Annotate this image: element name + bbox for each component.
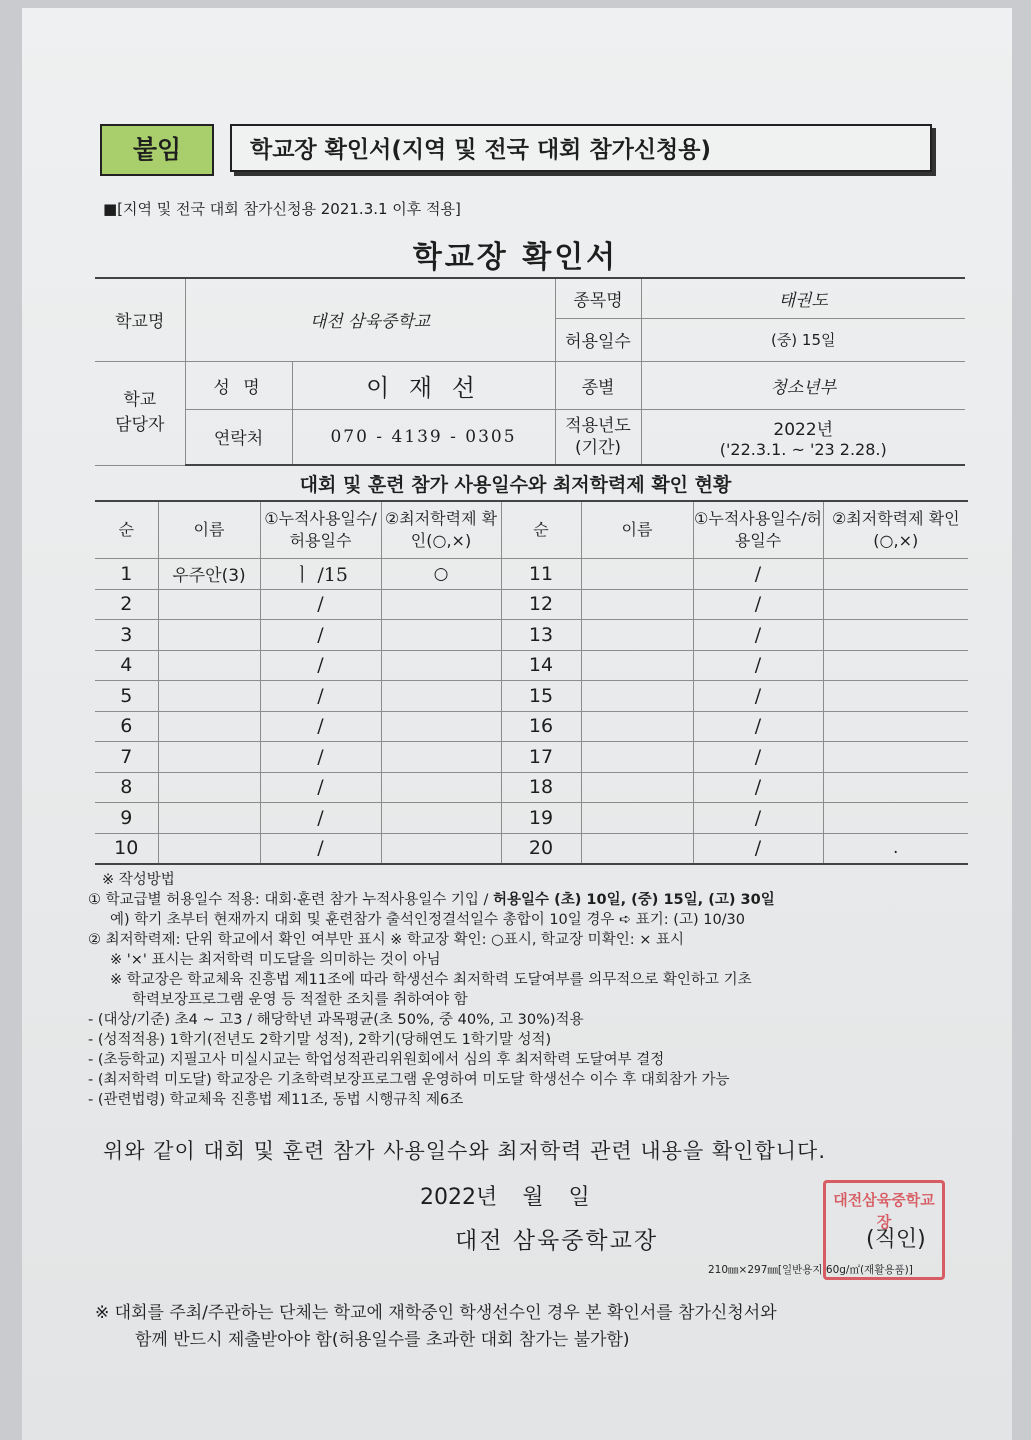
cell-check2 bbox=[823, 559, 968, 590]
instruction-line: - (관련법령) 학교체육 진흥법 제11조, 동법 시행규칙 제6조 bbox=[88, 1092, 464, 1108]
paper-spec: 210㎜×297㎜[일반용지 60g/㎡(재활용품)] bbox=[708, 1264, 913, 1276]
cell-no2: 17 bbox=[501, 742, 581, 773]
cell-check bbox=[381, 620, 501, 651]
allowed-days-label: 허용일수 bbox=[555, 318, 641, 361]
cell-days2: / bbox=[693, 620, 823, 651]
cell-days2: / bbox=[693, 589, 823, 620]
cell-check bbox=[381, 772, 501, 803]
cell-no2: 15 bbox=[501, 681, 581, 712]
allowed-days-emphasis: 허용일수 (초) 10일, (중) 15일, (고) 30일 bbox=[493, 892, 775, 908]
cell-no: 10 bbox=[95, 833, 158, 864]
cell-name bbox=[158, 742, 260, 773]
cell-check bbox=[381, 742, 501, 773]
cell-name bbox=[158, 620, 260, 651]
cell-check2 bbox=[823, 772, 968, 803]
cell-name2 bbox=[581, 742, 693, 773]
cell-name bbox=[158, 711, 260, 742]
cell-check2 bbox=[823, 742, 968, 773]
cell-check2 bbox=[823, 650, 968, 681]
school-name-value: 대전 삼육중학교 bbox=[185, 278, 555, 361]
cell-name bbox=[158, 772, 260, 803]
year-cell bbox=[641, 409, 965, 465]
cell-no2: 18 bbox=[501, 772, 581, 803]
apply-note: ■[지역 및 전국 대회 참가신청용 2021.3.1 이후 적용] bbox=[103, 200, 461, 218]
col-no: 순 bbox=[95, 501, 158, 559]
cell-no: 1 bbox=[95, 559, 158, 590]
cell-name bbox=[158, 681, 260, 712]
instruction-line: ② 최저학력제: 단위 학교에서 확인 여부만 표시 ※ 학교장 확인: ○표시, 학교장 미확인: × 표시 bbox=[88, 932, 684, 948]
table-row bbox=[95, 803, 968, 834]
col-check: ②최저학력제 확인(○,×) bbox=[381, 501, 501, 559]
table-row bbox=[95, 681, 968, 712]
cell-name2 bbox=[581, 589, 693, 620]
col-name-2: 이름 bbox=[581, 501, 693, 559]
cell-no: 6 bbox=[95, 711, 158, 742]
cell-name2 bbox=[581, 559, 693, 590]
cell-days: ㅣ /15 bbox=[260, 559, 381, 590]
cell-no: 9 bbox=[95, 803, 158, 834]
cell-days: / bbox=[260, 711, 381, 742]
cell-no2: 11 bbox=[501, 559, 581, 590]
period-value: ('22.3.1. ~ '23 2.28.) bbox=[719, 439, 887, 459]
table-row bbox=[95, 833, 968, 864]
cell-check bbox=[381, 711, 501, 742]
cell-days2: / bbox=[693, 681, 823, 712]
cell-name2 bbox=[581, 711, 693, 742]
instructions bbox=[88, 870, 978, 1110]
instructions-heading: ※ 작성방법 bbox=[102, 872, 175, 888]
instruction-line: - (성적적용) 1학기(전년도 2학기말 성적), 2학기(당해연도 1학기말 성적) bbox=[88, 1032, 552, 1048]
cell-days2: / bbox=[693, 803, 823, 834]
footer-note bbox=[95, 1300, 975, 1354]
instruction-line: 학력보장프로그램 운영 등 적절한 조치를 취하여야 함 bbox=[132, 992, 468, 1008]
sport-value: 태권도 bbox=[641, 278, 965, 318]
col-days-2: ①누적사용일수/허용일수 bbox=[693, 501, 823, 559]
cell-check2 bbox=[823, 711, 968, 742]
table-row bbox=[95, 559, 968, 590]
cell-name bbox=[158, 833, 260, 864]
cell-days2: / bbox=[693, 559, 823, 590]
contact-value: 070 - 4139 - 0305 bbox=[292, 409, 555, 465]
principal-name: 대전 삼육중학교장 bbox=[455, 1228, 659, 1254]
records-table bbox=[95, 500, 968, 865]
instruction-line: - (초등학교) 지필고사 미실시교는 학업성적관리위원회에서 심의 후 최저학력 도달여부 결정 bbox=[88, 1052, 665, 1068]
cell-days: / bbox=[260, 772, 381, 803]
cell-check2 bbox=[823, 681, 968, 712]
cell-check2 bbox=[823, 803, 968, 834]
instruction-line: ※ '×' 표시는 최저학력 미도달을 의미하는 것이 아님 bbox=[110, 952, 441, 968]
cell-check bbox=[381, 589, 501, 620]
cell-check bbox=[381, 803, 501, 834]
col-check-2: ②최저학력제 확인(○,×) bbox=[823, 501, 968, 559]
school-name-label: 학교명 bbox=[95, 278, 185, 361]
col-days: ①누적사용일수/허용일수 bbox=[260, 501, 381, 559]
cell-no: 4 bbox=[95, 650, 158, 681]
name-value: 이 재 선 bbox=[292, 361, 555, 409]
cell-check2 bbox=[823, 589, 968, 620]
cell-name: 우주안(3) bbox=[158, 559, 260, 590]
confirmation-statement: 위와 같이 대회 및 훈련 참가 사용일수와 최저학력 관련 내용을 확인합니다. bbox=[103, 1139, 827, 1163]
cell-no: 8 bbox=[95, 772, 158, 803]
cell-no: 7 bbox=[95, 742, 158, 773]
year-value: 2022년 bbox=[773, 419, 834, 440]
table-row bbox=[95, 650, 968, 681]
cell-name2 bbox=[581, 681, 693, 712]
cell-days: / bbox=[260, 650, 381, 681]
cell-name2 bbox=[581, 620, 693, 651]
cell-check bbox=[381, 650, 501, 681]
table-row bbox=[95, 589, 968, 620]
table-row bbox=[95, 742, 968, 773]
cell-no: 2 bbox=[95, 589, 158, 620]
seal-mark: (직인) bbox=[866, 1227, 926, 1252]
signature-date: 2022년 월 일 bbox=[420, 1185, 590, 1210]
school-info-table bbox=[95, 277, 965, 466]
cell-check: ○ bbox=[381, 559, 501, 590]
cell-no2: 16 bbox=[501, 711, 581, 742]
manager-label: 학교 담당자 bbox=[95, 361, 185, 465]
col-no-2: 순 bbox=[501, 501, 581, 559]
name-label: 성 명 bbox=[185, 361, 292, 409]
year-label: 적용년도 (기간) bbox=[555, 409, 641, 465]
cell-no2: 12 bbox=[501, 589, 581, 620]
instruction-line: ※ 학교장은 학교체육 진흥법 제11조에 따라 학생선수 최저학력 도달여부를 의무적으로 확인하고 기초 bbox=[110, 972, 752, 988]
instruction-text: ① 학교급별 허용일수 적용: 대회·훈련 참가 누적사용일수 기입 / bbox=[88, 892, 494, 908]
instruction-line bbox=[88, 890, 978, 910]
col-name: 이름 bbox=[158, 501, 260, 559]
cell-days2: / bbox=[693, 742, 823, 773]
page-title: 학교장 확인서 bbox=[412, 240, 619, 275]
cell-name2 bbox=[581, 772, 693, 803]
cell-days: / bbox=[260, 833, 381, 864]
table-row bbox=[95, 772, 968, 803]
cell-no2: 13 bbox=[501, 620, 581, 651]
contact-label: 연락처 bbox=[185, 409, 292, 465]
instruction-line: - (최저학력 미도달) 학교장은 기초학력보장프로그램 운영하여 미도달 학생선수 이수 후 대회참가 가능 bbox=[88, 1072, 730, 1088]
table-row bbox=[95, 620, 968, 651]
cell-days2: / bbox=[693, 650, 823, 681]
cell-check bbox=[381, 681, 501, 712]
allowed-days-value: (중) 15일 bbox=[641, 318, 965, 361]
cell-no2: 20 bbox=[501, 833, 581, 864]
cell-no2: 14 bbox=[501, 650, 581, 681]
cell-no: 5 bbox=[95, 681, 158, 712]
table-row bbox=[95, 711, 968, 742]
cell-no: 3 bbox=[95, 620, 158, 651]
cell-check2: . bbox=[823, 833, 968, 864]
cell-days: / bbox=[260, 742, 381, 773]
cell-name bbox=[158, 589, 260, 620]
instruction-line: 예) 학기 초부터 현재까지 대회 및 훈련참가 출석인정결석일수 총합이 10일 경우 ➪ 표기: (고) 10/30 bbox=[110, 912, 746, 928]
footer-line: ※ 대회를 주최/주관하는 단체는 학교에 재학중인 학생선수인 경우 본 확인서를 참가신청서와 bbox=[95, 1303, 777, 1323]
cell-name2 bbox=[581, 650, 693, 681]
division-value: 청소년부 bbox=[641, 361, 965, 409]
attachment-tag: 붙임 bbox=[100, 124, 214, 176]
official-seal-stamp: 대전삼육중학교장 bbox=[823, 1180, 945, 1280]
division-label: 종별 bbox=[555, 361, 641, 409]
cell-days2: / bbox=[693, 833, 823, 864]
cell-days2: / bbox=[693, 711, 823, 742]
sport-label: 종목명 bbox=[555, 278, 641, 318]
cell-no2: 19 bbox=[501, 803, 581, 834]
cell-days: / bbox=[260, 681, 381, 712]
document-heading: 학교장 확인서(지역 및 전국 대회 참가신청용) bbox=[230, 124, 932, 172]
cell-name bbox=[158, 650, 260, 681]
cell-name bbox=[158, 803, 260, 834]
cell-check bbox=[381, 833, 501, 864]
cell-days2: / bbox=[693, 772, 823, 803]
records-subtitle: 대회 및 훈련 참가 사용일수와 최저학력제 확인 현황 bbox=[299, 474, 732, 496]
cell-check2 bbox=[823, 620, 968, 651]
footer-line: 함께 반드시 제출받아야 함(허용일수를 초과한 대회 참가는 불가함) bbox=[135, 1330, 630, 1350]
cell-days: / bbox=[260, 589, 381, 620]
instruction-line: - (대상/기준) 초4 ~ 고3 / 해당학년 과목평균(초 50%, 중 40%, 고 30%)적용 bbox=[88, 1012, 584, 1028]
cell-name2 bbox=[581, 833, 693, 864]
cell-name2 bbox=[581, 803, 693, 834]
cell-days: / bbox=[260, 620, 381, 651]
cell-days: / bbox=[260, 803, 381, 834]
